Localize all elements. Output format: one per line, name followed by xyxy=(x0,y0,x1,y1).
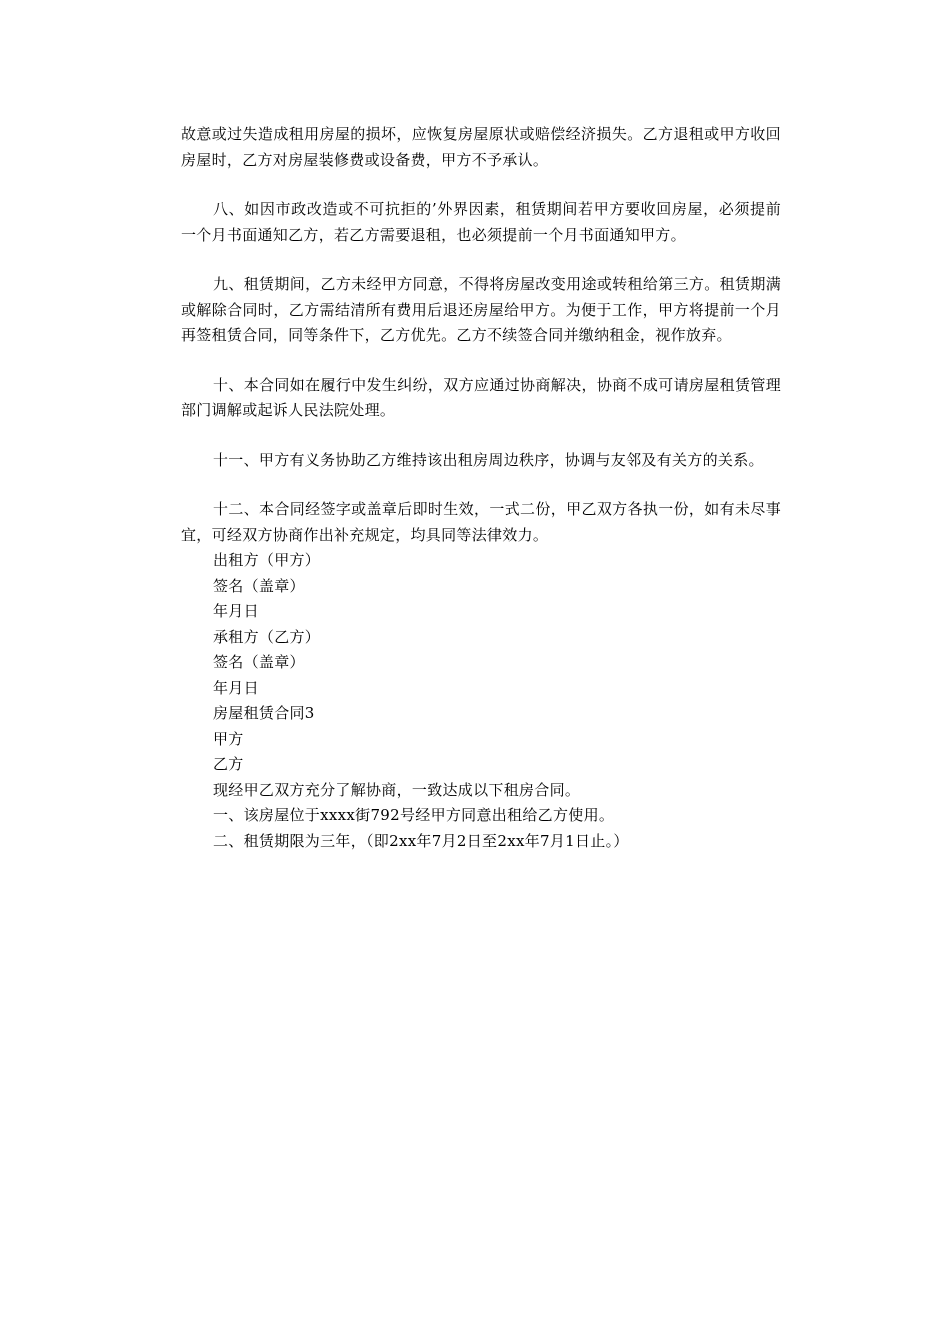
party-a-label: 甲方 xyxy=(213,729,244,748)
paragraph-clause-10: 十、本合同如在履行中发生纠纷，双方应通过协商解决，协商不成可请房屋租赁管理部门调解或起诉人民法院处理。 xyxy=(181,375,781,419)
document-page xyxy=(181,122,781,854)
lessee-label: 承租方（乙方） xyxy=(213,627,321,646)
paragraph-clause-8: 八、如因市政改造或不可抗拒的’外界因素，租赁期间若甲方要收回房屋，必须提前一个月书面通知乙方，若乙方需要退租，也必须提前一个月书面通知甲方。 xyxy=(181,200,781,244)
clause-2-term: 二、租赁期限为三年，（即2xx年7月2日至2xx年7月1日止。） xyxy=(213,831,629,850)
lessor-date-label: 年月日 xyxy=(213,602,259,620)
lessee-signature-label: 签名（盖章） xyxy=(213,653,305,671)
lessee-date-label: 年月日 xyxy=(213,678,259,697)
paragraph-damage-clause: 故意或过失造成租用房屋的损坏，应恢复房屋原状或赔偿经济损失。乙方退租或甲方收回房屋时，乙方对房屋装修费或设备费，甲方不予承认。 xyxy=(181,125,781,169)
paragraph-clause-12: 十二、本合同经签字或盖章后即时生效，一式二份，甲乙双方各执一份，如有未尽事宜，可经双方协商作出补充规定，均具同等法律效力。 xyxy=(181,500,781,544)
contract-3-title: 房屋租赁合同3 xyxy=(213,704,315,722)
lessor-label: 出租方（甲方） xyxy=(213,551,321,569)
clause-1-location: 一、该房屋位于xxxx街792号经甲方同意出租给乙方使用。 xyxy=(213,806,615,824)
lessor-signature-label: 签名（盖章） xyxy=(213,576,305,595)
party-b-label: 乙方 xyxy=(213,755,244,773)
contract-preamble: 现经甲乙双方充分了解协商，一致达成以下租房合同。 xyxy=(213,780,581,799)
paragraph-clause-9: 九、租赁期间，乙方未经甲方同意，不得将房屋改变用途或转租给第三方。租赁期满或解除合同时，乙方需结清所有费用后退还房屋给甲方。为便于工作，甲方将提前一个月再签租赁合同，同等条件下，乙方优先。乙方不续签合同并缴纳租金，视作放弃。 xyxy=(181,275,781,344)
paragraph-clause-11: 十一、甲方有义务协助乙方维持该出租房周边秩序，协调与友邻及有关方的关系。 xyxy=(213,450,764,469)
